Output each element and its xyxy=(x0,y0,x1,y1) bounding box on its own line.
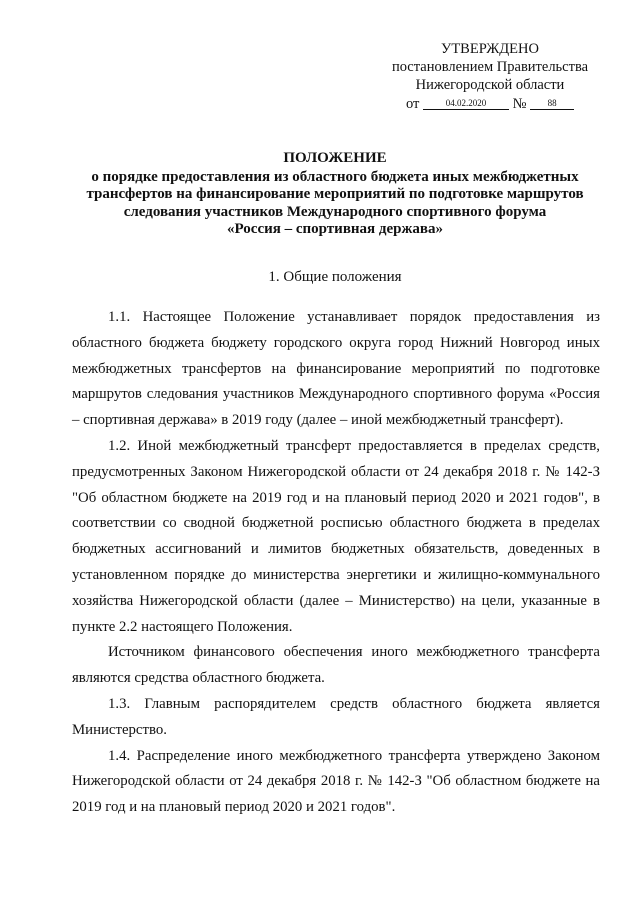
paragraph-1-2: 1.2. Иной межбюджетный трансферт предоставляется в пределах средств, предусмотренных Законом Нижегородской области от 24 декабря 2018 г. № 142-З "Об областном бюджете на 2019 год и на плановый период 2020 и 2021 годов", в соответствии со сводной бюджетной росписью областного бюджета в пределах бюджетных ассигнований и лимитов бюджетных обязательств, доведенных в установленном порядке до министерства энергетики и жилищно-коммунального хозяйства Нижегородской области (далее – Министерство) на цели, указанные в пункте 2.2 настоящего Положения. xyxy=(72,437,600,635)
heading-line-4: «Россия – спортивная держава» xyxy=(227,221,443,237)
approval-number-label: № xyxy=(512,96,527,112)
heading-line-2: трансфертов на финансирование мероприятий по подготовке маршрутов xyxy=(86,186,584,202)
paragraph-funding-source: Источником финансового обеспечения иного межбюджетного трансферта являются средства областного бюджета. xyxy=(72,644,600,687)
approval-region: Нижегородской области xyxy=(415,77,565,93)
approval-authority: постановлением Правительства xyxy=(391,59,589,75)
section-title: 1. Общие положения xyxy=(268,269,402,285)
approval-number: 88 xyxy=(530,97,574,110)
paragraph-1-1: 1.1. Настоящее Положение устанавливает порядок предоставления из областного бюджета бюджету городского округа город Нижний Новгород иных межбюджетных трансфертов на финансирование мероприятий по подготовке маршрутов следования участников Международного спортивного форума «Россия – спортивная держава» в 2019 году (далее – иной межбюджетный трансферт). xyxy=(72,309,600,429)
document-body xyxy=(72,305,600,821)
heading-line-1: о порядке предоставления из областного бюджета иных межбюджетных xyxy=(91,168,579,185)
document-heading xyxy=(60,150,610,239)
approval-stamp xyxy=(372,40,608,113)
paragraph-1-3: 1.3. Главным распорядителем средств областного бюджета является Министерство. xyxy=(72,695,600,738)
paragraph-1-4: 1.4. Распределение иного межбюджетного трансферта утверждено Законом Нижегородской области от 24 декабря 2018 г. № 142-З "Об областном бюджете на 2019 год и на плановый период 2020 и 2021 годов". xyxy=(72,747,600,816)
heading-line-3: следования участников Международного спортивного форума xyxy=(123,203,547,220)
approval-date: 04.02.2020 xyxy=(423,97,509,110)
approval-title: УТВЕРЖДЕНО xyxy=(441,41,539,57)
approval-from-label: от xyxy=(405,96,420,112)
document-title: ПОЛОЖЕНИЕ xyxy=(283,150,387,166)
approval-reference xyxy=(372,95,608,113)
